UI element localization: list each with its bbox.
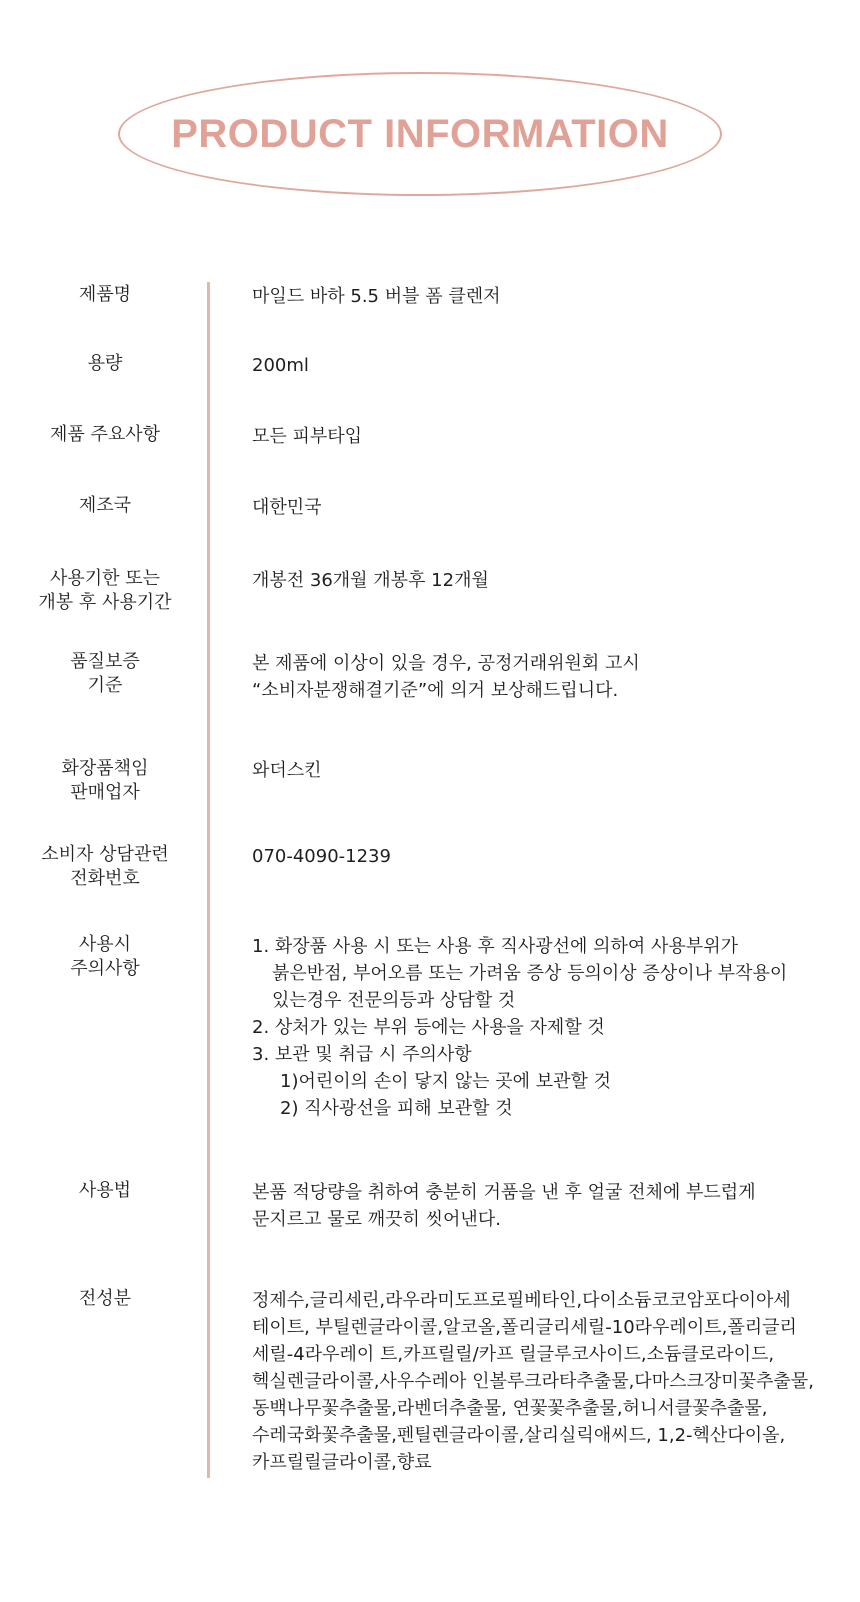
row-value-line: 카프릴릴글라이콜,향료 — [252, 1452, 432, 1473]
row-label-line: 전화번호 — [70, 868, 140, 889]
row-value — [252, 757, 832, 784]
row-value-line: 문지르고 물로 깨끗히 씻어낸다. — [252, 1209, 501, 1230]
row-value-line: 있는경우 전문의등과 상담할 것 — [272, 990, 516, 1011]
row-value — [252, 494, 832, 521]
row-value — [252, 423, 832, 450]
row-label-line: 제품명 — [78, 284, 132, 305]
row-value-line: 모든 피부타입 — [252, 426, 363, 447]
row-label — [20, 494, 190, 518]
row-label — [20, 1179, 190, 1203]
row-value-line: 동백나무꽃추출물,라벤더추출물, 연꽃꽃추출물,허니서클꽃추출물, — [252, 1398, 768, 1419]
page-title: PRODUCT INFORMATION — [171, 111, 669, 156]
row-label-line: 사용법 — [78, 1180, 132, 1201]
row-label — [20, 423, 190, 447]
row-label — [20, 283, 190, 307]
row-label-line: 용량 — [87, 353, 123, 374]
row-label-line: 화장품책임 — [61, 758, 149, 779]
row-label-line: 전성분 — [78, 1288, 132, 1309]
row-value-line: 수레국화꽃추출물,펜틸렌글라이콜,살리실릭애씨드, 1,2-헥산다이올, — [252, 1425, 786, 1446]
row-value-line: 2) 직사광선을 피해 보관할 것 — [280, 1098, 513, 1119]
row-label-line: 주의사항 — [70, 958, 140, 979]
row-value-line: 정제수,글리세린,라우라미도프로필베타인,다이소듐코코암포다이아세 — [252, 1290, 791, 1311]
row-label-line: 소비자 상담관련 — [41, 844, 169, 865]
vertical-divider — [207, 282, 210, 1478]
row-value-line: 1)어린이의 손이 닿지 않는 곳에 보관할 것 — [280, 1071, 612, 1092]
row-label-line: 사용기한 또는 — [49, 568, 161, 589]
row-value-line: 마일드 바하 5.5 버블 폼 클렌저 — [252, 286, 501, 307]
row-value — [252, 650, 832, 704]
row-value-line: 200ml — [252, 355, 309, 376]
row-label-line: 기준 — [87, 675, 123, 696]
row-label — [20, 933, 190, 981]
row-value — [252, 1179, 832, 1233]
row-label — [20, 567, 190, 615]
row-value-line: 개봉전 36개월 개봉후 12개월 — [252, 570, 489, 591]
product-information-header — [118, 72, 722, 196]
row-label-line: 품질보증 — [70, 651, 140, 672]
row-label — [20, 1287, 190, 1311]
row-value-line: 테이트, 부틸렌글라이콜,알코올,폴리글리세릴-10라우레이트,폴리글리 — [252, 1317, 797, 1338]
row-label — [20, 352, 190, 376]
row-value-line: 070-4090-1239 — [252, 846, 391, 867]
row-value-line: 2. 상처가 있는 부위 등에는 사용을 자제할 것 — [252, 1017, 605, 1038]
row-label-line: 판매업자 — [70, 782, 140, 803]
row-value — [252, 933, 832, 1122]
row-value-line: “소비자분쟁해결기준”에 의거 보상해드립니다. — [252, 680, 619, 701]
row-value — [252, 283, 832, 310]
row-value-line: 헥실렌글라이콜,사우수레아 인볼루크라타추출물,다마스크장미꽃추출물, — [252, 1371, 814, 1392]
row-value-line: 대한민국 — [252, 497, 322, 518]
row-label-line: 제조국 — [78, 495, 132, 516]
row-value — [252, 1287, 832, 1476]
row-value-line: 본품 적당량을 취하여 충분히 거품을 낸 후 얼굴 전체에 부드럽게 — [252, 1182, 756, 1203]
row-value-line: 1. 화장품 사용 시 또는 사용 후 직사광선에 의하여 사용부위가 — [252, 936, 738, 957]
row-label — [20, 650, 190, 698]
row-value-line: 3. 보관 및 취급 시 주의사항 — [252, 1044, 472, 1065]
row-value — [252, 352, 832, 379]
row-label-line: 개봉 후 사용기간 — [38, 592, 172, 613]
row-label-line: 제품 주요사항 — [49, 424, 161, 445]
row-value-line: 본 제품에 이상이 있을 경우, 공정거래위원회 고시 — [252, 653, 640, 674]
row-label — [20, 843, 190, 891]
row-label — [20, 757, 190, 805]
row-value — [252, 843, 832, 870]
row-value-line: 붉은반점, 부어오름 또는 가려움 증상 등의이상 증상이나 부작용이 — [272, 963, 788, 984]
row-value-line: 세릴-4라우레이 트,카프릴릴/카프 릴글루코사이드,소듐클로라이드, — [252, 1344, 775, 1365]
row-label-line: 사용시 — [78, 934, 132, 955]
row-value — [252, 567, 832, 594]
row-value-line: 와더스킨 — [252, 760, 322, 781]
